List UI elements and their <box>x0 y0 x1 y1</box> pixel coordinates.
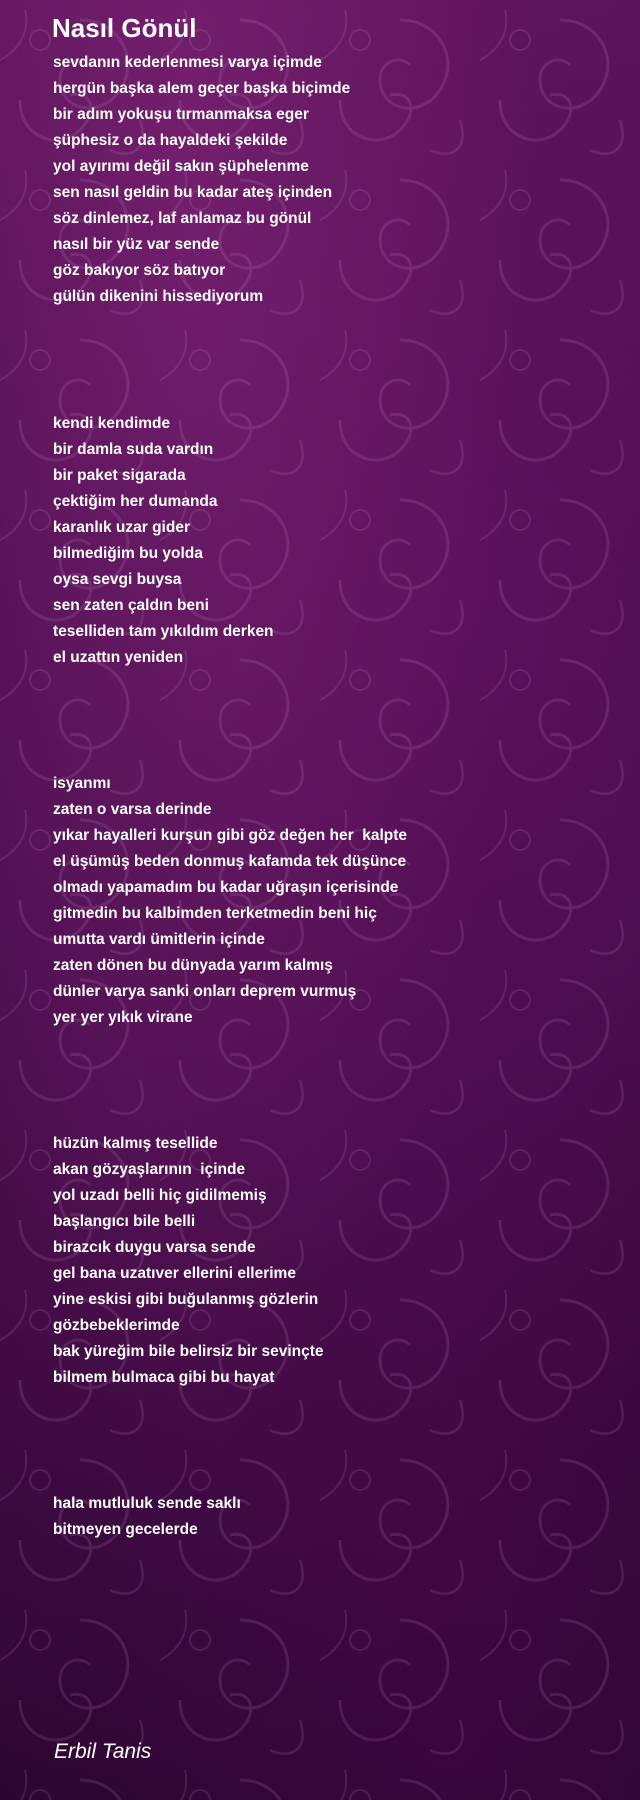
poem-line: göz bakıyor söz batıyor <box>53 262 226 279</box>
poem-line: sen zaten çaldın beni <box>53 597 209 614</box>
poem-line: el üşümüş beden donmuş kafamda tek düşünce <box>53 853 407 870</box>
poem-line: şüphesiz o da hayaldeki şekilde <box>53 132 288 149</box>
poem-line: bitmeyen gecelerde <box>53 1521 198 1538</box>
poem-line: zaten o varsa derinde <box>53 801 212 818</box>
poem-line: hüzün kalmış tesellide <box>53 1135 218 1152</box>
poem-line: bak yüreğim bile belirsiz bir sevinçte <box>53 1343 324 1360</box>
poem-line: zaten dönen bu dünyada yarım kalmış <box>53 957 333 974</box>
poem-line: umutta vardı ümitlerin içinde <box>53 931 265 948</box>
poem-line: birazcık duygu varsa sende <box>53 1239 256 1256</box>
poem-line: söz dinlemez, laf anlamaz bu gönül <box>53 210 312 227</box>
poem-line: çektiğim her dumanda <box>53 493 218 510</box>
poem-stanza <box>53 1131 613 1391</box>
poem-line: olmadı yapamadım bu kadar uğraşın içerisinde <box>53 879 399 896</box>
poem-line: bilmem bulmaca gibi bu hayat <box>53 1369 275 1386</box>
poem-stanza <box>53 771 613 1031</box>
poem-line: teselliden tam yıkıldım derken <box>53 623 274 640</box>
poem-line: el uzattın yeniden <box>53 649 184 666</box>
poem-line: gitmedin bu kalbimden terketmedin beni hiç <box>53 905 377 922</box>
poem-line: yine eskisi gibi buğulanmış gözlerin <box>53 1291 319 1308</box>
poem-line: yol ayırımı değil sakın şüphelenme <box>53 158 309 175</box>
poem-title: Nasıl Gönül <box>52 13 197 43</box>
poem-stanza <box>53 411 613 671</box>
poem-line: başlangıcı bile belli <box>53 1213 196 1230</box>
poem-line: yer yer yıkık virane <box>53 1009 193 1026</box>
poem-line: bir paket sigarada <box>53 467 186 484</box>
poem-line: nasıl bir yüz var sende <box>53 236 220 253</box>
poem-line: gülün dikenini hissediyorum <box>53 288 264 305</box>
poem-line: kendi kendimde <box>53 415 171 432</box>
poem-line: sen nasıl geldin bu kadar ateş içinden <box>53 184 333 201</box>
poem-stanza <box>53 50 613 310</box>
poem-line: yol uzadı belli hiç gidilmemiş <box>53 1187 267 1204</box>
poem-line: bilmediğim bu yolda <box>53 545 203 562</box>
poem-line: isyanmı <box>53 775 111 792</box>
poem-line: gözbebeklerimde <box>53 1317 180 1334</box>
poem-author: Erbil Tanis <box>54 1740 152 1763</box>
poem-line: oysa sevgi buysa <box>53 571 182 588</box>
poem-line: karanlık uzar gider <box>53 519 190 536</box>
poem-line: bir adım yokuşu tırmanmaksa eger <box>53 106 309 123</box>
poem-line: dünler varya sanki onları deprem vurmuş <box>53 983 357 1000</box>
poem-line: hergün başka alem geçer başka biçimde <box>53 80 351 97</box>
poem-line: bir damla suda vardın <box>53 441 214 458</box>
poem-line: gel bana uzatıver ellerini ellerime <box>53 1265 296 1282</box>
poem-line: sevdanın kederlenmesi varya içimde <box>53 54 322 71</box>
poem-stanza <box>53 1491 613 1543</box>
poem-line: yıkar hayalleri kurşun gibi göz değen her kalpte <box>53 827 408 844</box>
poem-line: akan gözyaşlarının içinde <box>53 1161 246 1178</box>
poem-line: hala mutluluk sende saklı <box>53 1495 241 1512</box>
